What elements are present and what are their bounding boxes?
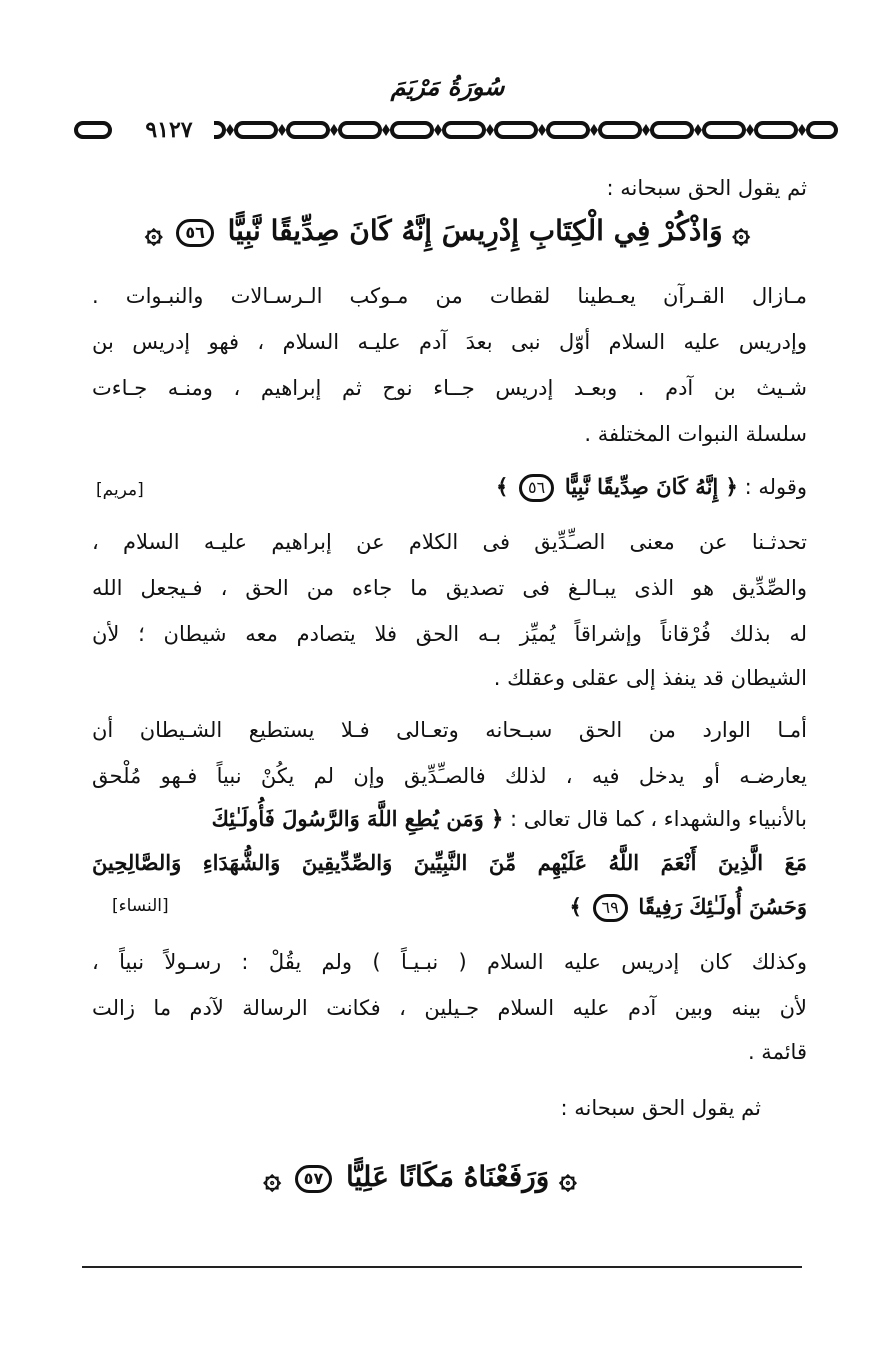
verse-57-number: ٥٧ (295, 1165, 333, 1193)
para-3-line-3-text: بالأنبياء والشهداء ، كما قال تعالى : (510, 807, 807, 831)
quote-2-line-3-text: وَحَسُنَ أُولَـٰئِكَ رَفِيقًا (638, 894, 807, 919)
ornament-left-icon: ۞ (263, 1161, 281, 1196)
quote-2-close: ﴾ (569, 894, 582, 919)
para-4-line-2: لأن بينه وبين آدم عليه السلام جـيلين ، فكانت الرسالة لآدم ما زالت (92, 996, 807, 1020)
footer-rule (82, 1266, 802, 1268)
ornament-left-icon: ۞ (144, 215, 163, 250)
para-2-line-1: تحدثـنا عن معنى الصـِّدِّيق فى الكلام عن إبراهيم عليـه السلام ، (92, 530, 807, 554)
intro-line-2: ثم يقول الحق سبحانه : (560, 1096, 761, 1120)
verse-56-text: وَاذْكُرْ فِي الْكِتَابِ إِدْرِيسَ إِنَّهُ كَانَ صِدِّيقًا نَّبِيًّا (227, 214, 723, 247)
ornament-right-icon: ۞ (559, 1161, 577, 1196)
para-1-line-2: وإدريس عليه السلام أوّل نبى بعدَ آدم عليـه السلام ، فهو إدريس بن (92, 330, 807, 354)
quote-2-start: ﴿ وَمَن يُطِعِ اللَّهَ وَالرَّسُولَ فَأُولَـٰئِكَ (211, 806, 504, 831)
quote-1-line (496, 474, 807, 502)
page-number: ٩١٢٧ (124, 117, 214, 143)
quote-2-line-2: مَعَ الَّذِينَ أَنْعَمَ اللَّهُ عَلَيْهِم مِّنَ النَّبِيِّينَ وَالصِّدِّيقِينَ وَالشُّهَدَاءِ وَالصَّالِحِينَ (92, 850, 807, 875)
para-1-line-3: شـيث بن آدم . وبعـد إدريس جــاء نوح ثم إبراهيم ، ومنـه جـاءت (92, 376, 807, 400)
quote-2-ref: [النساء] (112, 896, 169, 916)
para-3-line-1: أمـا الوارد من الحق سبـحانه وتعـالى فـلا يستطيع الشـيطان أن (92, 718, 807, 742)
para-4-line-1: وكذلك كان إدريس عليه السلام ( نبـيـاً ) ولم يقُلْ : رسـولاً نبياً ، (92, 950, 807, 974)
verse-57-block (230, 1160, 610, 1196)
verse-56-number: ٥٦ (176, 219, 214, 247)
quote-2-line-3 (570, 894, 807, 922)
intro-line: ثم يقول الحق سبحانه : (606, 176, 807, 200)
verse-56-block (144, 214, 750, 250)
quote-2-number: ٦٩ (593, 894, 628, 922)
quote-1-prefix: وقوله : (744, 475, 807, 499)
para-1-line-1: مـازال القـرآن يعـطينا لقطات من مـوكب الـرسـالات والنبـوات . (92, 284, 807, 308)
quote-1-ref: [مريم] (96, 480, 144, 500)
quote-1-text: ﴿ إِنَّهُ كَانَ صِدِّيقًا نَّبِيًّا (564, 474, 738, 499)
quote-1-number: ٥٦ (519, 474, 554, 502)
para-1-line-4: سلسلة النبوات المختلفة . (584, 422, 807, 446)
ornament-right-icon: ۞ (732, 215, 750, 250)
para-3-line-3 (92, 806, 807, 831)
verse-57-text: وَرَفَعْنَاهُ مَكَانًا عَلِيًّا (345, 1160, 550, 1193)
surah-title: سُورَةُ مَرْيَمَ (390, 72, 505, 101)
para-4-line-3: قائمة . (747, 1040, 807, 1064)
quote-1-close: ﴾ (496, 474, 509, 499)
header-ornament-border (72, 114, 840, 148)
para-2-line-4: الشيطان قد ينفذ إلى عقلى وعقلك . (493, 666, 807, 690)
para-3-line-2: يعارضـه أو يدخل فيه ، لذلك فالصـِّدِّيق وإن لم يكُنْ نبياً فـهو مُلْحق (92, 764, 807, 788)
para-2-line-2: والصِّدِّيق هو الذى يبـالـغ فى تصديق ما جاءه من الحق ، فـيجعل الله (92, 576, 807, 600)
para-2-line-3: له بذلك فُرْقاناً وإشراقاً يُميِّز بـه الحق فلا يتصادم معه شيطان ؛ لأن (92, 622, 807, 646)
